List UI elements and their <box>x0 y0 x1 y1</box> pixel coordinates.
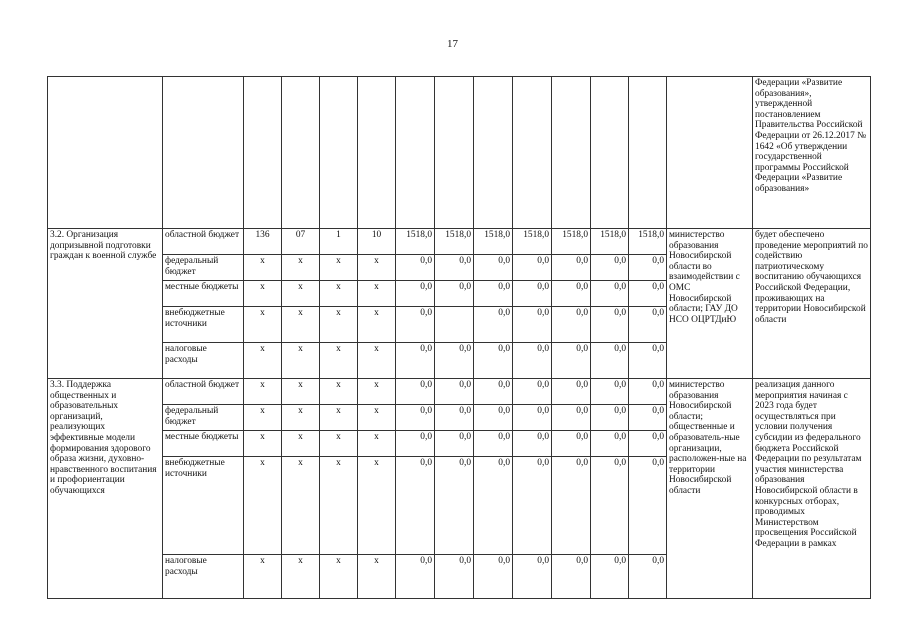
value-cell: 0,0 <box>474 343 513 379</box>
value-cell: 0,0 <box>629 379 667 405</box>
value-cell: 0,0 <box>435 343 474 379</box>
measures-table <box>47 76 871 599</box>
value-cell: 0,0 <box>629 431 667 457</box>
empty-cell <box>474 77 513 229</box>
empty-cell <box>244 77 282 229</box>
value-cell: 0,0 <box>474 255 513 281</box>
funding-source-cell: областной бюджет <box>163 229 244 255</box>
code-cell: x <box>282 555 320 599</box>
code-cell: x <box>320 255 358 281</box>
measure-title-cell: 3.2. Организация допризывной подготовки граждан к военной службе <box>48 229 163 379</box>
value-cell: 0,0 <box>552 281 591 307</box>
code-cell: x <box>358 431 396 457</box>
code-cell: x <box>320 343 358 379</box>
empty-cell <box>163 77 244 229</box>
value-cell: 0,0 <box>474 379 513 405</box>
code-cell: x <box>358 457 396 555</box>
value-cell: 0,0 <box>552 343 591 379</box>
code-cell: x <box>244 255 282 281</box>
value-cell: 0,0 <box>513 431 552 457</box>
value-cell: 0,0 <box>435 457 474 555</box>
empty-cell <box>48 77 163 229</box>
code-cell: x <box>282 405 320 431</box>
code-cell: x <box>244 343 282 379</box>
code-cell: 136 <box>244 229 282 255</box>
code-cell: x <box>320 379 358 405</box>
value-cell: 0,0 <box>396 255 435 281</box>
code-cell: x <box>320 307 358 343</box>
funding-source-cell: налоговые расходы <box>163 555 244 599</box>
value-cell: 0,0 <box>396 431 435 457</box>
value-cell <box>435 307 474 343</box>
value-cell: 0,0 <box>591 343 629 379</box>
value-cell: 0,0 <box>513 405 552 431</box>
value-cell: 1518,0 <box>591 229 629 255</box>
measure-title-cell: 3.3. Поддержка общественных и образовательных организаций, реализующих эффективные модели формирования здорового образа жизни, духовно-нравственного воспитания и профориентации обучающихся <box>48 379 163 599</box>
value-cell: 0,0 <box>552 405 591 431</box>
table-row <box>48 229 871 255</box>
funding-source-cell: федеральный бюджет <box>163 255 244 281</box>
value-cell: 1518,0 <box>396 229 435 255</box>
value-cell: 0,0 <box>474 405 513 431</box>
value-cell: 0,0 <box>474 457 513 555</box>
value-cell: 0,0 <box>591 457 629 555</box>
code-cell: 10 <box>358 229 396 255</box>
value-cell: 0,0 <box>552 255 591 281</box>
value-cell: 0,0 <box>435 255 474 281</box>
empty-cell <box>396 77 435 229</box>
code-cell: x <box>282 457 320 555</box>
empty-cell <box>320 77 358 229</box>
code-cell: x <box>282 379 320 405</box>
code-cell: x <box>358 281 396 307</box>
value-cell: 0,0 <box>591 281 629 307</box>
result-cell: будет обеспечено проведение мероприятий по содействию патриотическому воспитанию обучающихся Российской Федерации, проживающих на территории Новосибирской области <box>753 229 871 379</box>
code-cell: x <box>282 343 320 379</box>
executor-cell: министерство образования Новосибирской области во взаимодействии с ОМС Новосибирской области; ГАУ ДО НСО ОЦРТДиЮ <box>667 229 753 379</box>
value-cell: 0,0 <box>396 457 435 555</box>
value-cell: 0,0 <box>513 281 552 307</box>
value-cell: 0,0 <box>474 307 513 343</box>
value-cell: 0,0 <box>513 343 552 379</box>
value-cell: 1518,0 <box>629 229 667 255</box>
value-cell: 0,0 <box>396 379 435 405</box>
code-cell: x <box>244 431 282 457</box>
funding-source-cell: налоговые расходы <box>163 343 244 379</box>
value-cell: 0,0 <box>552 431 591 457</box>
value-cell: 0,0 <box>513 555 552 599</box>
empty-cell <box>629 77 667 229</box>
value-cell: 0,0 <box>591 555 629 599</box>
value-cell: 0,0 <box>591 431 629 457</box>
value-cell: 0,0 <box>513 255 552 281</box>
value-cell: 0,0 <box>396 405 435 431</box>
value-cell: 0,0 <box>629 281 667 307</box>
code-cell: x <box>282 281 320 307</box>
value-cell: 0,0 <box>396 555 435 599</box>
code-cell: x <box>320 431 358 457</box>
value-cell: 0,0 <box>474 555 513 599</box>
value-cell: 0,0 <box>552 379 591 405</box>
code-cell: x <box>244 555 282 599</box>
value-cell: 0,0 <box>629 405 667 431</box>
table-row-continuation <box>48 77 871 229</box>
value-cell: 1518,0 <box>513 229 552 255</box>
table-row <box>48 379 871 405</box>
value-cell: 0,0 <box>629 307 667 343</box>
funding-source-cell: внебюджетные источники <box>163 457 244 555</box>
code-cell: x <box>320 555 358 599</box>
code-cell: 07 <box>282 229 320 255</box>
value-cell: 0,0 <box>396 307 435 343</box>
code-cell: x <box>358 343 396 379</box>
funding-source-cell: местные бюджеты <box>163 431 244 457</box>
code-cell: x <box>244 307 282 343</box>
code-cell: 1 <box>320 229 358 255</box>
empty-cell <box>591 77 629 229</box>
value-cell: 1518,0 <box>435 229 474 255</box>
executor-cell: министерство образования Новосибирской области; общественные и образователь-ные организации, расположен-ные на территории Новосибирской области <box>667 379 753 599</box>
code-cell: x <box>320 405 358 431</box>
code-cell: x <box>358 255 396 281</box>
funding-source-cell: областной бюджет <box>163 379 244 405</box>
code-cell: x <box>358 307 396 343</box>
value-cell: 1518,0 <box>552 229 591 255</box>
code-cell: x <box>282 307 320 343</box>
code-cell: x <box>320 281 358 307</box>
value-cell: 0,0 <box>513 457 552 555</box>
value-cell: 0,0 <box>435 555 474 599</box>
code-cell: x <box>358 555 396 599</box>
code-cell: x <box>358 379 396 405</box>
code-cell: x <box>358 405 396 431</box>
value-cell: 0,0 <box>552 555 591 599</box>
empty-cell <box>435 77 474 229</box>
value-cell: 0,0 <box>591 379 629 405</box>
empty-cell <box>282 77 320 229</box>
funding-source-cell: федеральный бюджет <box>163 405 244 431</box>
value-cell: 0,0 <box>474 281 513 307</box>
code-cell: x <box>282 431 320 457</box>
funding-source-cell: местные бюджеты <box>163 281 244 307</box>
page-number: 17 <box>447 38 458 50</box>
value-cell: 0,0 <box>474 431 513 457</box>
code-cell: x <box>282 255 320 281</box>
value-cell: 0,0 <box>629 457 667 555</box>
empty-cell <box>667 77 753 229</box>
code-cell: x <box>244 281 282 307</box>
value-cell: 1518,0 <box>474 229 513 255</box>
value-cell: 0,0 <box>435 405 474 431</box>
code-cell: x <box>244 457 282 555</box>
empty-cell <box>552 77 591 229</box>
result-cell: реализация данного мероприятия начиная с 2023 года будет осуществляться при условии получения субсидии из федерального бюджета Российской Федерации по результатам участия министерства образования Новосибирской области в конкурсных отборах, проводимых Министерством просвещения Российской Федерации в рамках <box>753 379 871 599</box>
value-cell: 0,0 <box>513 307 552 343</box>
empty-cell <box>358 77 396 229</box>
funding-source-cell: внебюджетные источники <box>163 307 244 343</box>
code-cell: x <box>244 379 282 405</box>
value-cell: 0,0 <box>552 457 591 555</box>
result-cell: Федерации «Развитие образования», утвержденной постановлением Правительства Российской Федерации от 26.12.2017 № 1642 «Об утверждении государственной программы Российской Федерации «Развитие образования» <box>753 77 871 229</box>
value-cell: 0,0 <box>591 405 629 431</box>
empty-cell <box>513 77 552 229</box>
value-cell: 0,0 <box>552 307 591 343</box>
value-cell: 0,0 <box>629 555 667 599</box>
code-cell: x <box>244 405 282 431</box>
value-cell: 0,0 <box>513 379 552 405</box>
value-cell: 0,0 <box>435 431 474 457</box>
value-cell: 0,0 <box>629 343 667 379</box>
value-cell: 0,0 <box>629 255 667 281</box>
value-cell: 0,0 <box>591 255 629 281</box>
value-cell: 0,0 <box>396 281 435 307</box>
code-cell: x <box>320 457 358 555</box>
value-cell: 0,0 <box>435 379 474 405</box>
value-cell: 0,0 <box>396 343 435 379</box>
value-cell: 0,0 <box>591 307 629 343</box>
value-cell: 0,0 <box>435 281 474 307</box>
